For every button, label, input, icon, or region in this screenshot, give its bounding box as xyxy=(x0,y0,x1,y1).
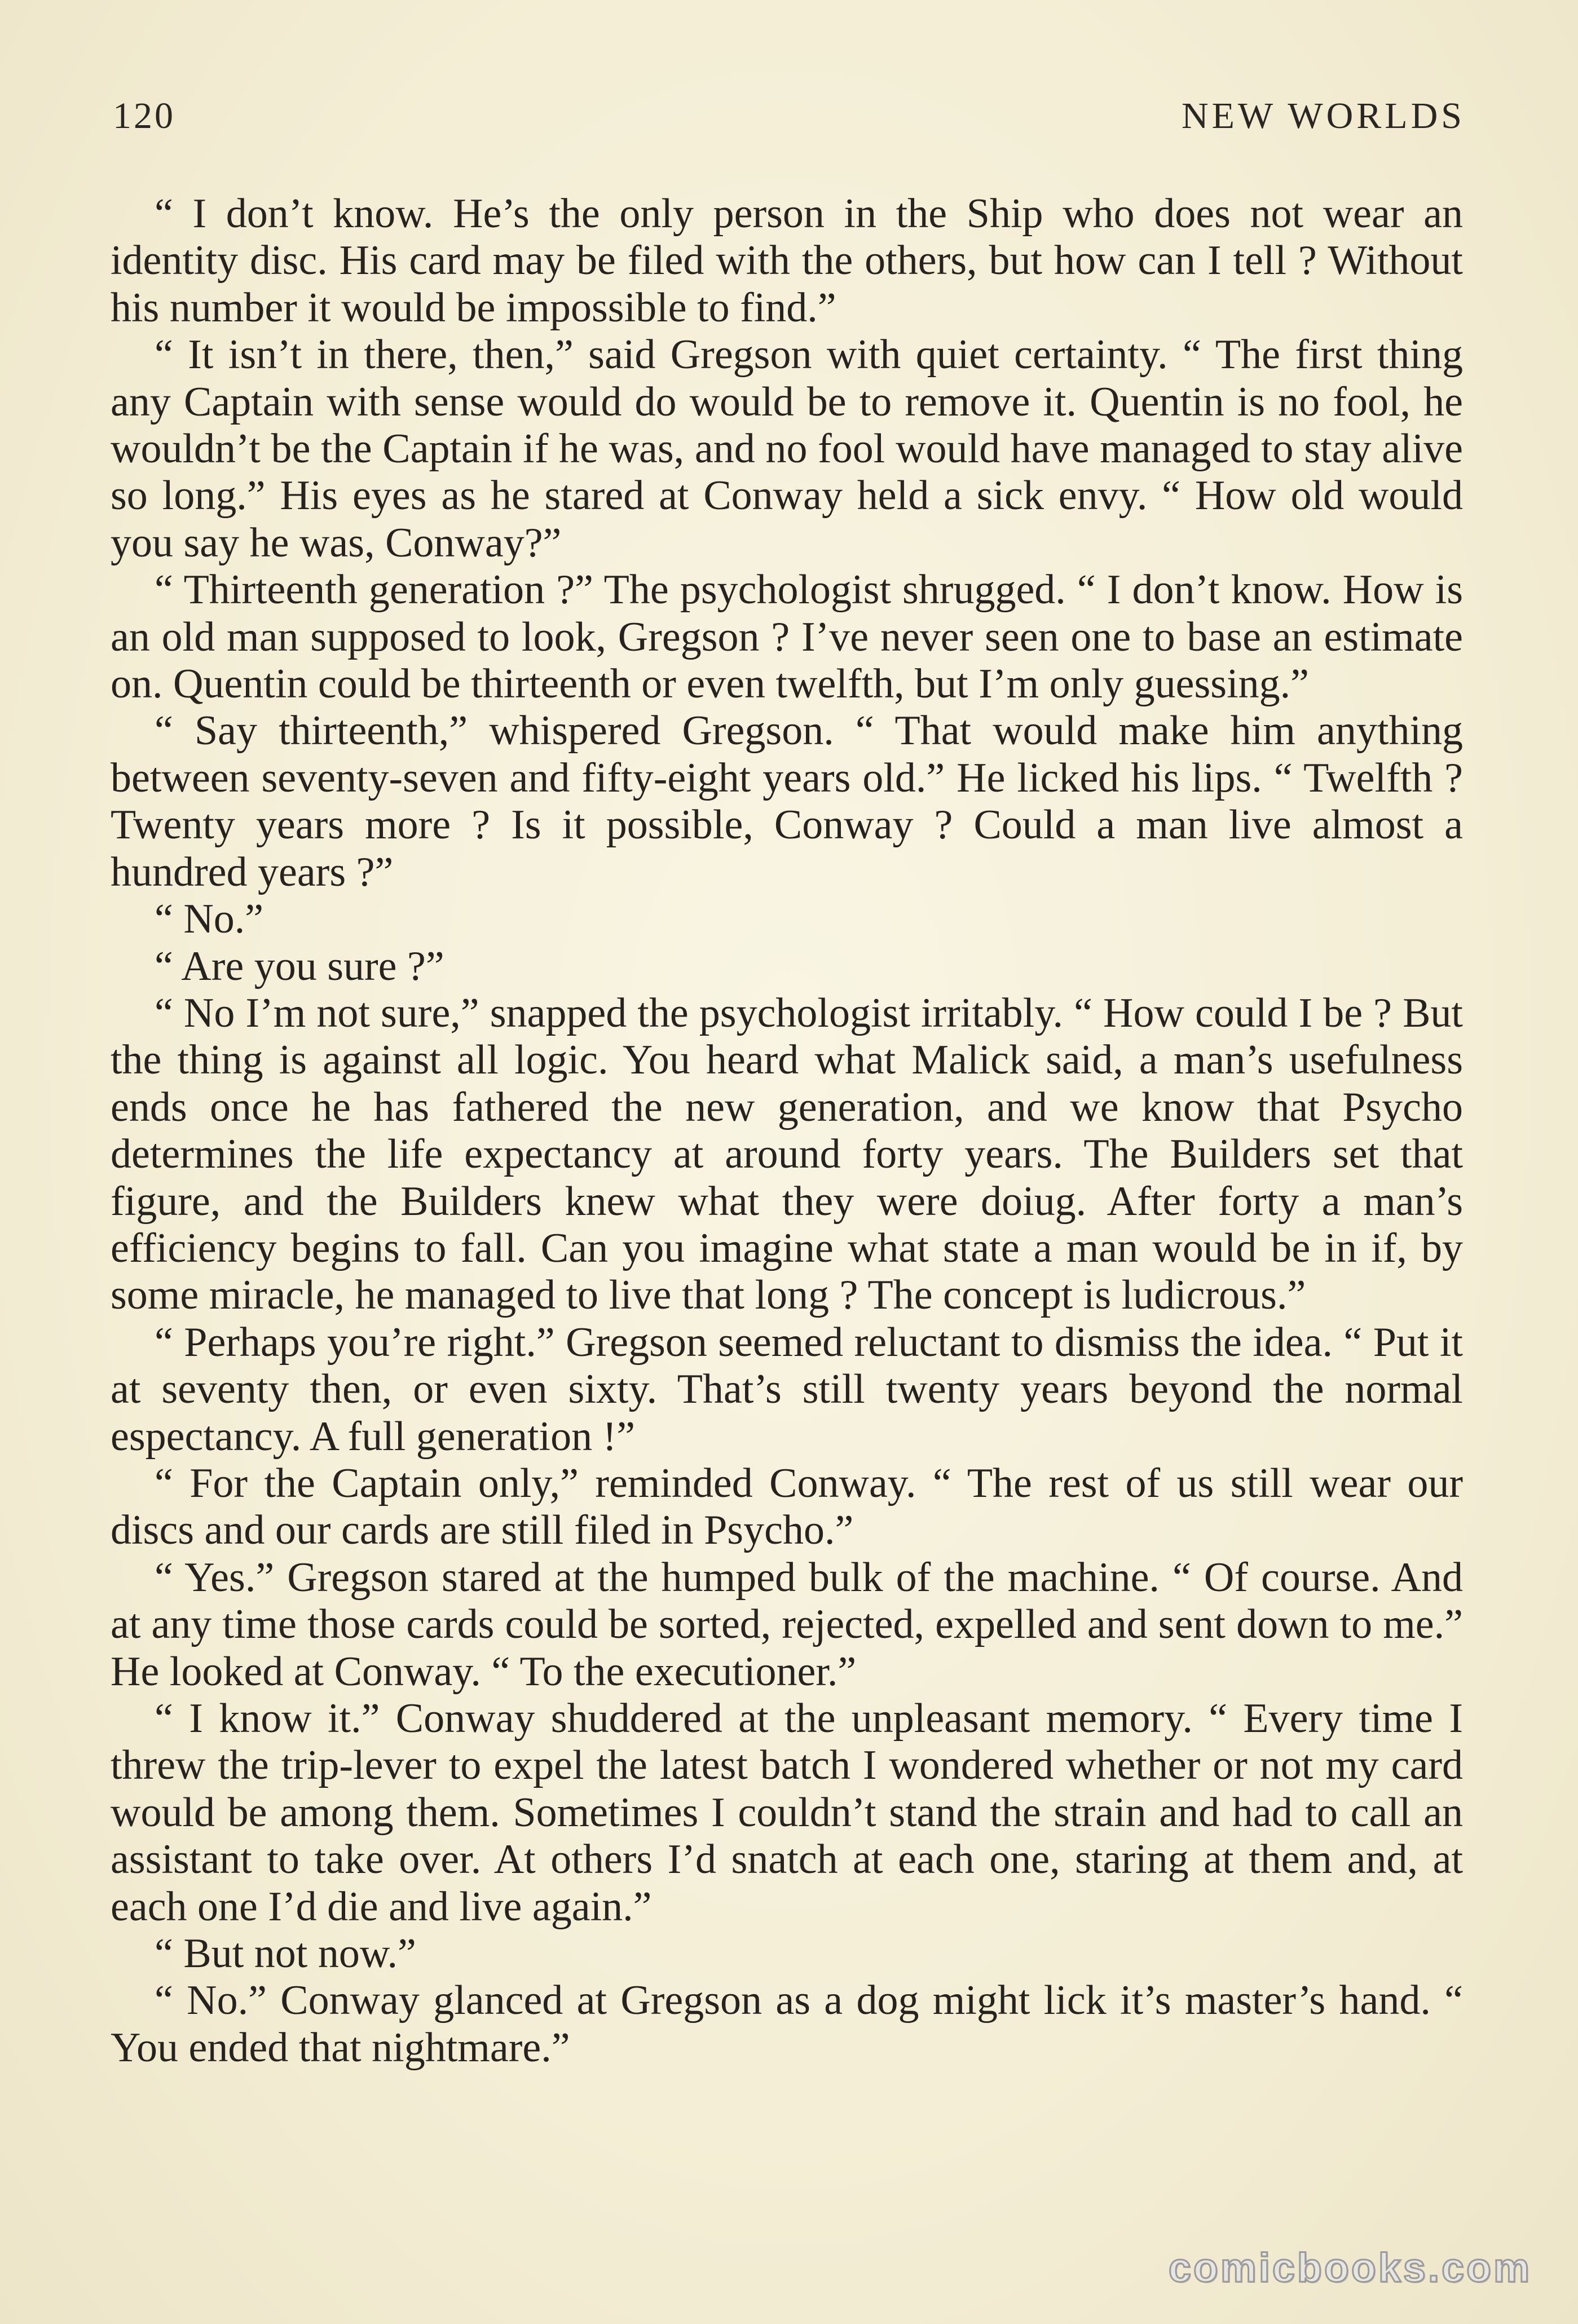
running-header xyxy=(113,95,1465,151)
paragraph: “ I know it.” Conway shuddered at the unpleasant memory. “ Every time I threw the trip-lever to expel the latest batch I wondered whether or not my card would be among them. Sometimes I couldn’t stand the strain and had to call an assistant to take over. At others I’d snatch at each one, staring at them and, at each one I’d die and live again.” xyxy=(111,1695,1463,1930)
paragraph: “ I don’t know. He’s the only person in the Ship who does not wear an identity disc. His card may be filed with the others, but how can I tell ? Without his number it would be impossible to find.” xyxy=(111,191,1463,331)
paragraph: “ Say thirteenth,” whispered Gregson. “ That would make him anything between seventy-seven and fifty-eight years old.” He licked his lips. “ Twelfth ? Twenty years more ? Is it possible, Conway ? Could a man live almost a hundred years ?” xyxy=(111,708,1463,895)
running-title: NEW WORLDS xyxy=(1181,95,1465,136)
paragraph: “ But not now.” xyxy=(155,1930,416,1977)
paragraph: “ For the Captain only,” reminded Conway. “ The rest of us still wear our discs and our cards are still filed in Psycho.” xyxy=(111,1460,1463,1554)
paragraph: “ It isn’t in there, then,” said Gregson with quiet certainty. “ The first thing any Captain with sense would do would be to remove it. Quentin is no fool, he wouldn’t be the Captain if he was, and no fool would have managed to stay alive so long.” His eyes as he stared at Conway held a sick envy. “ How old would you say he was, Conway?” xyxy=(111,332,1463,566)
paragraph: “ No I’m not sure,” snapped the psychologist irritably. “ How could I be ? But the thing is against all logic. You heard what Malick said, a man’s usefulness ends once he has fathered the new generation, and we know that Psycho determines the life expectancy at around forty years. The Builders set that figure, and the Builders knew what they were doiug. After forty a man’s efficiency begins to fall. Can you imagine what state a man would be in if, by some miracle, he managed to live that long ? The concept is ludicrous.” xyxy=(111,989,1463,1319)
paragraph: “ No.” Conway glanced at Gregson as a dog might lick it’s master’s hand. “ You ended that nightmare.” xyxy=(111,1977,1463,2071)
paragraph: “ Thirteenth generation ?” The psychologist shrugged. “ I don’t know. How is an old man supposed to look, Gregson ? I’ve never seen one to base an estimate on. Quentin could be thirteenth or even twelfth, but I’m only guessing.” xyxy=(111,567,1463,708)
body-text xyxy=(111,191,1463,2071)
paragraph: “ Perhaps you’re right.” Gregson seemed reluctant to dismiss the idea. “ Put it at seventy then, or even sixty. That’s still twenty years beyond the normal espectancy. A full generation !” xyxy=(111,1319,1463,1460)
watermark: comicbooks.com xyxy=(1168,2246,1532,2291)
paragraph: “ Yes.” Gregson stared at the humped bulk of the machine. “ Of course. And at any time those cards could be sorted, rejected, expelled and sent down to me.” He looked at Conway. “ To the executioner.” xyxy=(111,1554,1463,1695)
paragraph: “ No.” xyxy=(155,896,264,943)
paragraph: “ Are you sure ?” xyxy=(155,943,444,989)
page-number: 120 xyxy=(113,95,175,136)
